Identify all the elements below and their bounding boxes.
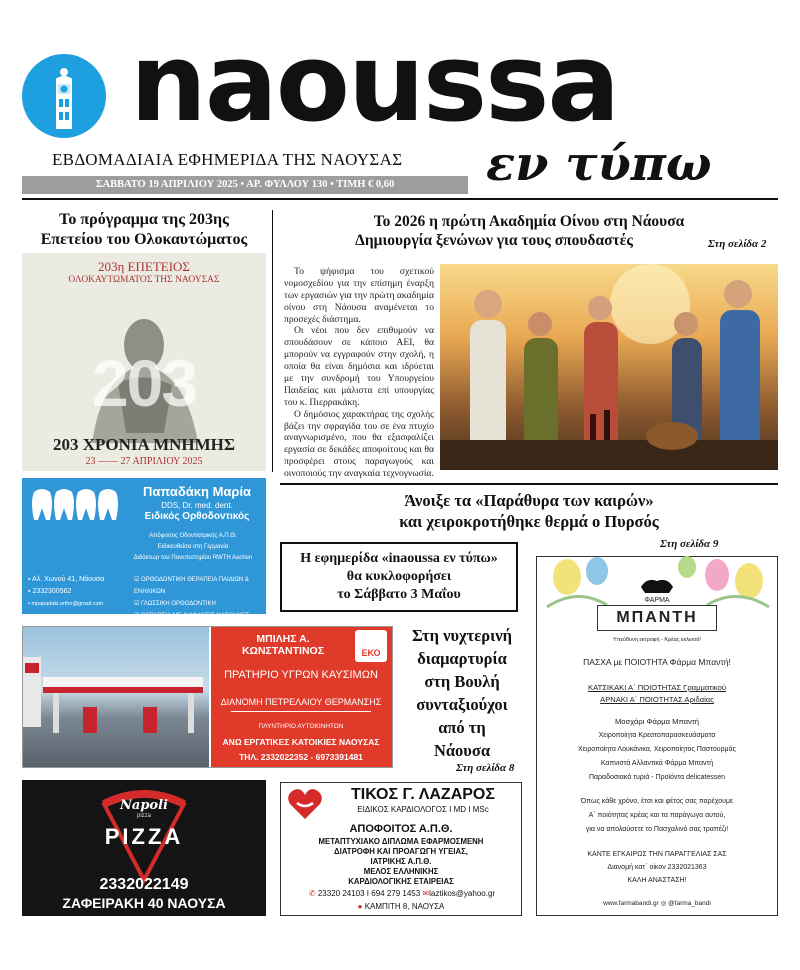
pizza-phone[interactable]: 2332022149 bbox=[99, 876, 189, 893]
phone-icon: ✆ bbox=[308, 889, 318, 898]
eko-divider bbox=[231, 711, 371, 712]
poster-top-line-1: 203η ΕΠΕΤΕΙΟΣ bbox=[98, 259, 190, 274]
section-divider bbox=[280, 483, 778, 485]
farm-line-1: ΠΑΣΧΑ με ΠΟΙΟΤΗΤΑ Φάρμα Μπαντή! bbox=[583, 657, 731, 667]
protest-headline-line: Νάουσα bbox=[433, 741, 491, 761]
issue-info-bar: ΣΑΒΒΑΤΟ 19 ΑΠΡΙΛΙΟΥ 2025 • ΑΡ. ΦΥΛΛΟΥ 130 • ΤΙΜΗ € 0,60 bbox=[22, 176, 468, 194]
eko-fuel-station-ad[interactable] bbox=[22, 626, 393, 768]
wine-see-page[interactable]: Στη σελίδα 2 bbox=[708, 238, 767, 250]
wine-paragraph-1: Το ψήφισμα του σχετικού νομοσχεδίου για την επίσημη έναρξη των εργασιών για την πρώτη ακαδημία οίνου στη Νάουσα αναμένεται το προσεχές διάστημα. bbox=[284, 266, 434, 325]
masthead-title: naoussa bbox=[130, 21, 619, 146]
eko-ad-panel bbox=[211, 627, 392, 767]
farm-line-12: ΚΑΝΤΕ ΕΓΚΑΙΡΩΣ ΤΗΝ ΠΑΡΑΓΓΕΛΙΑΣ ΣΑΣ bbox=[587, 851, 727, 858]
napoli-pizza-ad[interactable] bbox=[22, 780, 266, 916]
orthodontist-ad[interactable] bbox=[22, 478, 266, 619]
farm-line-14: ΚΑΛΗ ΑΝΑΣΤΑΣΗ! bbox=[627, 877, 687, 884]
phone-icon: ▪ bbox=[28, 588, 33, 595]
notice-line-2: θα κυκλοφορήσει bbox=[346, 569, 452, 585]
poster-bottom-title: 203 ΧΡΟΝΙΑ ΜΝΗΜΗΣ bbox=[52, 435, 236, 454]
protest-headline-line: στη Βουλή bbox=[424, 672, 500, 692]
eko-owner-name: ΜΠΙΛΗΣ Α. ΚΩΝΣΤΑΝΤΙΝΟΣ bbox=[241, 633, 325, 657]
farm-line-6: Χειροποίητα Λουκάνικα, Χειροποίητος Παστουρμάς bbox=[577, 746, 737, 753]
cardiologist-title: ΕΙΔΙΚΟΣ ΚΑΡΔΙΟΛΟΓΟΣ I MD I MSc bbox=[357, 805, 489, 814]
orthodontist-credentials bbox=[122, 531, 264, 564]
email-icon: ▪ bbox=[28, 601, 32, 607]
location-pin-icon: ● bbox=[357, 902, 365, 911]
email-icon: ✉ bbox=[422, 889, 430, 898]
farm-line-2: ΚΑΤΣΙΚΑΚΙ Α΄ ΠΟΙΟΤΗΤΑΣ Γραμματικού bbox=[588, 683, 726, 692]
pyrsos-headline-line-1: Άνοιξε τα «Παράθυρα των καιρών» bbox=[404, 491, 654, 510]
farm-slogan: Υπεύθυνη εκτροφή - Κρέας εκλεκτό! bbox=[613, 637, 701, 643]
friends-toasting-illustration bbox=[440, 264, 778, 470]
holocaust-headline-line-1: Το πρόγραμμα της 203ης bbox=[59, 211, 229, 228]
cardio-line-5: ΜΕΛΟΣ ΕΛΛΗΝΙΚΗΣ bbox=[363, 867, 439, 876]
holocaust-headline-line-2: Επετείου του Ολοκαυτώματος bbox=[40, 231, 248, 248]
farm-brand-small: ΦΑΡΜΑ bbox=[644, 597, 670, 604]
farm-brand: ΜΠΑΝΤΗ bbox=[597, 605, 717, 631]
cardio-line-3: ΔΙΑΤΡΟΦΗ ΚΑΙ ΠΡΟΑΓΩΓΗ ΥΓΕΙΑΣ, bbox=[334, 847, 468, 856]
pizza-word: PIZZA bbox=[104, 824, 184, 849]
cardio-email[interactable]: laztikos@yahoo.gr bbox=[429, 889, 496, 898]
eko-brand: ΕΚΟ bbox=[361, 648, 381, 658]
orthodontist-address: Αλ. Χωνού 41, Νάουσα bbox=[32, 576, 105, 583]
protest-headline[interactable] bbox=[396, 624, 528, 763]
wine-headline-line-1: Το 2026 η πρώτη Ακαδημία Οίνου στη Νάουσα bbox=[373, 213, 685, 230]
orthodontist-title-2: Ειδικός Ορθοδοντικός bbox=[144, 511, 250, 522]
clock-tower-icon bbox=[22, 54, 106, 138]
farm-line-4: Μοσχάρι Φάρμα Μπαντή bbox=[614, 717, 700, 726]
instagram-icon: ◎ bbox=[660, 900, 669, 907]
farm-social-row bbox=[537, 899, 777, 907]
cardio-credentials bbox=[281, 837, 521, 887]
protest-headline-line: διαμαρτυρία bbox=[417, 649, 507, 669]
orthodontist-credential: Ειδικευθείσα στη Γερμανία bbox=[157, 544, 229, 550]
check-icon: ☑ bbox=[134, 577, 142, 583]
cardio-address-row bbox=[281, 902, 521, 911]
orthodontist-email[interactable]: mpapadaki.ortho@gmail.com bbox=[31, 601, 104, 607]
orthodontist-name: Παπαδάκη Μαρία bbox=[142, 484, 252, 499]
cardio-line-1: ΑΠΟΦΟΙΤΟΣ Α.Π.Θ. bbox=[349, 823, 453, 835]
eko-line-4: ΑΝΩ ΕΡΓΑΤΙΚΕΣ ΚΑΤΟΙΚΙΕΣ ΝΑΟΥΣΑΣ bbox=[222, 737, 380, 747]
pizza-brand: Napoli bbox=[120, 798, 168, 813]
check-icon: ☑ bbox=[134, 613, 142, 619]
farm-line-5: Χειροποίητα Κρεατοπαρασκευάσματα bbox=[598, 732, 716, 739]
orthodontist-service: ΟΡΘΟΔΟΝΤΙΚΗ ΘΕΡΑΠΕΙΑ ΠΑΙΔΙΩΝ & ΕΝΗΛΙΚΩΝ bbox=[134, 577, 249, 595]
cardio-line-6: ΚΑΡΔΙΟΛΟΓΙΚΗΣ ΕΤΑΙΡΕΙΑΣ bbox=[348, 877, 454, 886]
wine-academy-headline[interactable] bbox=[280, 212, 778, 251]
fuel-station-photo bbox=[23, 627, 209, 767]
cardio-address: ΚΑΜΠΙΤΗ 8, ΝΑΟΥΣΑ bbox=[364, 902, 445, 911]
protest-headline-line: από τη bbox=[438, 718, 486, 738]
farm-website[interactable]: www.farmabandi.gr bbox=[603, 900, 659, 907]
notice-line-1: Η εφημερίδα «inaoussa εν τύπω» bbox=[300, 551, 498, 566]
orthodontist-credential: Απόφοιτος Οδοντιατρικής Α.Π.Θ. bbox=[149, 533, 237, 539]
orthodontist-services bbox=[134, 574, 264, 622]
farm-line-11: για να απολαύσετε το Πασχαλινό σας τραπέζι! bbox=[585, 826, 729, 833]
orthodontist-contacts bbox=[28, 574, 104, 610]
farm-line-8: Παραδοσιακά τυριά - Προϊόντα delicatessen bbox=[588, 774, 726, 781]
orthodontist-phone[interactable]: 2332300562 bbox=[32, 588, 72, 595]
farm-line-3: ΑΡΝΑΚΙ Α΄ ΠΟΙΟΤΗΤΑΣ Αριδαίας bbox=[600, 695, 714, 704]
farm-line-7: Καπνιστά Αλλαντικά Φάρμα Μπαντή bbox=[600, 760, 714, 767]
fuel-station-illustration bbox=[23, 627, 209, 767]
eko-line-3: ΠΛΥΝΤΗΡΙΟ ΑΥΤΟΚΙΝΗΤΩΝ bbox=[258, 723, 344, 730]
holocaust-poster[interactable] bbox=[22, 253, 266, 471]
cardiologist-name: ΤΙΚΟΣ Γ. ΛΑΖΑΡΟΣ bbox=[351, 786, 495, 803]
orthodontist-credential: Διδάκτωρ του Πανεπιστημίου RWTH Aachen bbox=[133, 555, 253, 561]
farm-line-10: Α΄ ποιότητας κρέας και τα παράγωγα αυτού, bbox=[588, 812, 726, 819]
protest-see-page[interactable]: Στη σελίδα 8 bbox=[456, 762, 515, 774]
poster-number: 203 bbox=[91, 346, 197, 420]
farma-bandi-ad[interactable] bbox=[536, 556, 778, 916]
publication-notice bbox=[280, 542, 518, 612]
pyrsos-see-page[interactable]: Στη σελίδα 9 bbox=[660, 538, 719, 550]
eko-line-1: ΠΡΑΤΗΡΙΟ ΥΓΡΩΝ ΚΑΥΣΙΜΩΝ bbox=[224, 669, 378, 681]
teeth-icon bbox=[30, 486, 120, 526]
wine-headline-line-2: Δημιουργία ξενώνων για τους σπουδαστές bbox=[355, 232, 633, 250]
brand-logo bbox=[22, 54, 106, 138]
pizza-address: ΖΑΦΕΙΡΑΚΗ 40 ΝΑΟΥΣΑ bbox=[62, 895, 226, 911]
masthead-divider bbox=[22, 198, 778, 200]
poster-dates: 23 —— 27 ΑΠΡΙΛΙΟΥ 2025 bbox=[85, 456, 203, 467]
wine-article-body bbox=[284, 266, 434, 480]
wine-tasting-photo[interactable] bbox=[440, 264, 778, 470]
orthodontist-service: ΘΕΡΑΠΕΙΑ ΜΕ ΔΙΑΦΑΝΕΙΣ ΝΑΡΘΗΚΕΣ bbox=[141, 613, 250, 619]
location-icon: ▪ bbox=[28, 576, 33, 583]
column-divider bbox=[272, 210, 273, 472]
check-icon: ☑ bbox=[134, 601, 142, 607]
cardio-contact-row bbox=[285, 889, 519, 898]
protest-headline-line: συνταξιούχοι bbox=[416, 695, 508, 715]
notice-line-3: το Σάββατο 3 Μαΐου bbox=[337, 587, 461, 603]
heart-hands-icon bbox=[287, 787, 323, 821]
pyrsos-headline-line-2: και χειροκροτήθηκε θερμά ο Πυρσός bbox=[399, 512, 659, 532]
cardio-line-2: ΜΕΤΑΠΤΥΧΙΑΚΟ ΔΙΠΛΩΜΑ ΕΦΑΡΜΟΣΜΕΝΗ bbox=[318, 837, 484, 846]
cardio-line-4: ΙΑΤΡΙΚΗΣ Α.Π.Θ. bbox=[370, 857, 432, 866]
farm-instagram[interactable]: @farma_bandi bbox=[668, 900, 711, 907]
pyrsos-headline[interactable] bbox=[280, 490, 778, 533]
farm-line-13[interactable]: Διανομή κατ΄ οίκον 2332021363 bbox=[607, 864, 707, 871]
wine-paragraph-3: Ο δημόσιος χαρακτήρας της σχολής βάζει την σφραγίδα του σε ένα πτυχίο αναγνωρισμένο, που θα εξασφαλίζει εργασία σε δεκάδες αποφοίτους και θα προσφέρει στους παραγωγούς και οινοποιούς την αναγκαία τεχνογνωσία. bbox=[284, 408, 434, 480]
masthead-tagline: εν τύπω bbox=[486, 136, 712, 192]
eko-phone[interactable]: ΤΗΛ. 2332022352 - 6973391481 bbox=[239, 752, 363, 762]
poster-top-line-2: ΟΛΟΚΑΥΤΩΜΑΤΟΣ ΤΗΣ ΝΑΟΥΣΑΣ bbox=[68, 275, 220, 285]
cardio-phones[interactable]: 23320 24103 I 694 279 1453 bbox=[317, 889, 421, 898]
bull-icon bbox=[637, 575, 677, 597]
orthodontist-service: ΓΛΩΣΣΙΚΗ ΟΡΘΟΔΟΝΤΙΚΗ bbox=[141, 601, 216, 607]
farm-line-9: Όπως κάθε χρόνο, έτσι και φέτος σας παρέχουμε bbox=[580, 798, 734, 805]
masthead-subtitle: ΕΒΔΟΜΑΔΙΑΙΑ ΕΦΗΜΕΡΙΔΑ ΤΗΣ ΝΑΟΥΣΑΣ bbox=[52, 150, 403, 169]
pizza-brand-sub: pizza bbox=[136, 813, 151, 819]
holocaust-headline[interactable] bbox=[22, 210, 266, 250]
eko-line-2: ΔΙΑΝΟΜΗ ΠΕΤΡΕΛΑΙΟΥ ΘΕΡΜΑΝΣΗΣ bbox=[220, 697, 382, 707]
wine-paragraph-2: Οι νέοι που δεν επιθυμούν να σπουδάσουν σε κάποιο ΑΕΙ, θα μπορούν να εγγραφούν στην σχολή, η οποία θα είναι δημόσια και ιδρύεται με την συνδρομή του Υπουργείου Παιδείας και μάλιστα επί υπουργίας του κ. Πιερρακάκη. bbox=[284, 325, 434, 408]
eko-logo-icon bbox=[355, 630, 387, 662]
cardiologist-ad[interactable] bbox=[280, 782, 522, 916]
protest-headline-line: Στη νυχτερινή bbox=[412, 626, 512, 645]
orthodontist-title-1: DDS, Dr. med. dent. bbox=[161, 501, 233, 510]
